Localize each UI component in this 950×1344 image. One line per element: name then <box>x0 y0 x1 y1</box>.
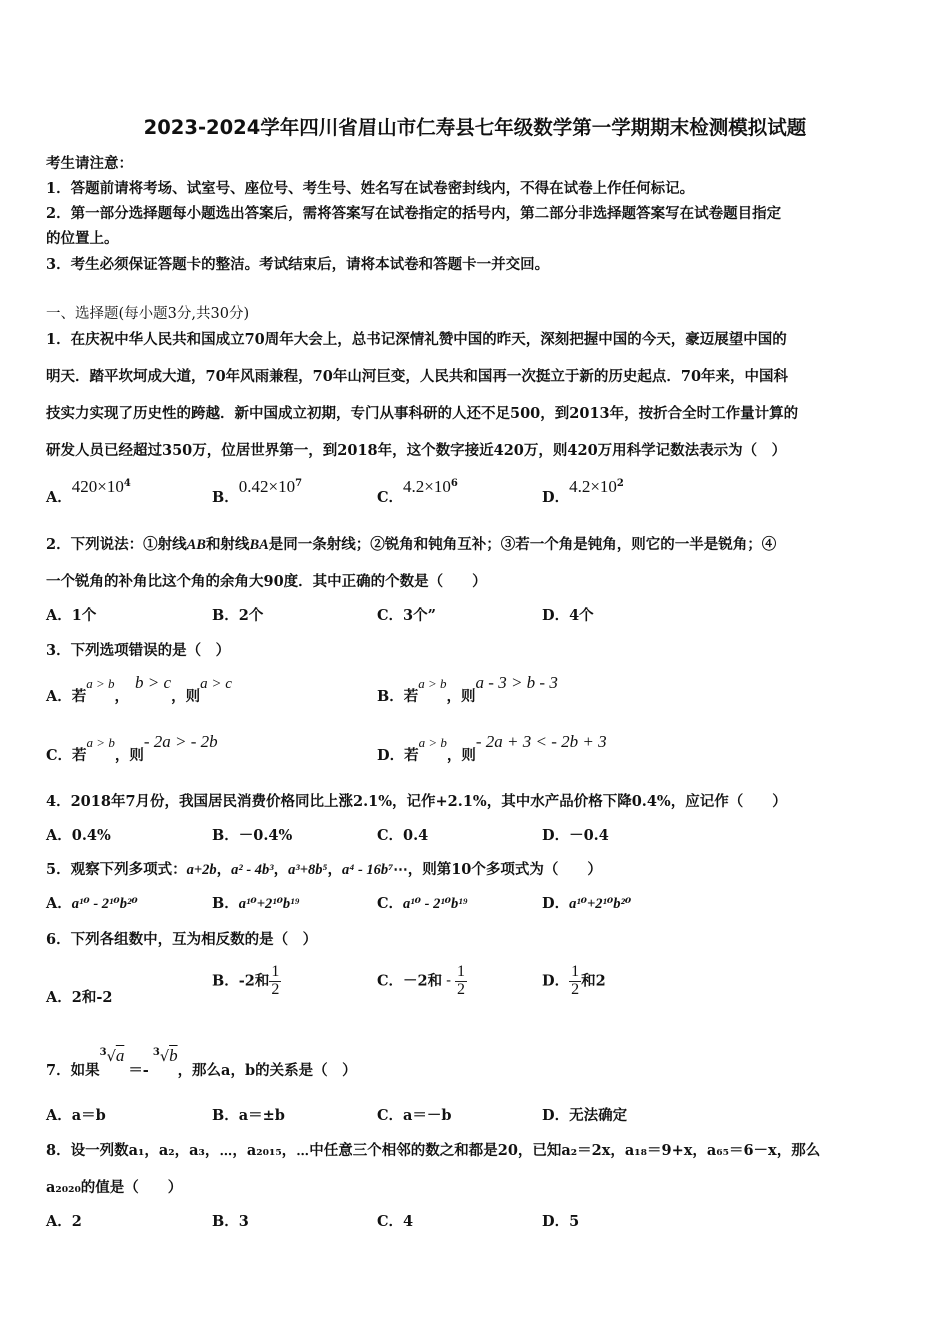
q3-a-label: A．若 <box>46 688 87 705</box>
q5-text-b: ⋯，则第10个多项式为（ ） <box>393 861 602 878</box>
q3-a-m2: b > c <box>135 673 172 692</box>
q6-option-a[interactable]: A．2和-2 <box>46 989 113 1006</box>
q5-c-label: C． <box>377 895 404 912</box>
q7-root-index-b: 3 <box>152 1047 160 1059</box>
q5-a-expr: a¹⁰ - 2¹⁰b²⁰ <box>71 896 138 912</box>
q1-option-d-base: 4.2×10 <box>569 477 617 496</box>
q1-option-d-exp: 2 <box>616 478 624 490</box>
q5-term-2: a² - 4b³ <box>231 862 274 878</box>
q3-d-label: D．若 <box>377 747 419 764</box>
q7-option-d[interactable]: D．无法确定 <box>542 1107 628 1124</box>
q5-d-expr: a¹⁰+2¹⁰b²⁰ <box>569 896 632 912</box>
q3-option-c[interactable] <box>46 731 218 764</box>
q7-radicand-b: b <box>169 1046 178 1065</box>
exam-title: 2023-2024学年四川省眉山市仁寿县七年级数学第一学期期末检测模拟试题 <box>143 116 807 139</box>
q3-c-label: C．若 <box>46 747 87 764</box>
q7-eq: ＝- <box>128 1062 149 1079</box>
q3-a-then: ，则 <box>171 688 201 705</box>
q5-d-label: D． <box>542 895 570 912</box>
q5-term-1: a+2b <box>186 862 217 878</box>
q2-text-c: 是同一条射线；②锐角和钝角互补；③若一个角是钝角，则它的一半是锐角；④ <box>268 536 777 553</box>
q6-d-den: 2 <box>571 980 580 998</box>
q6-stem: 6．下列各组数中，互为相反数的是（ ） <box>46 931 318 948</box>
q5-c-expr: a¹⁰ - 2¹⁰b¹⁹ <box>403 896 468 912</box>
q6-c-fraction <box>455 964 467 999</box>
q1-line-4: 研发人员已经超过350万，位居世界第一，到2018年，这个数字接近420万，则420万用科学记数法表示为（ ） <box>46 442 787 459</box>
q6-option-c[interactable] <box>377 964 467 999</box>
q3-c-m1: a > b <box>86 735 115 750</box>
q7-stem <box>46 1045 357 1079</box>
q1-option-c[interactable] <box>377 476 458 506</box>
q7-option-c[interactable]: C．a＝－b <box>377 1107 452 1124</box>
q3-option-d[interactable] <box>377 731 607 764</box>
q3-stem: 3．下列选项错误的是（ ） <box>46 642 231 659</box>
q6-b-num: 1 <box>271 963 280 980</box>
q2-ray-ba: BA <box>249 537 269 553</box>
q1-option-c-exp: 6 <box>450 478 458 490</box>
q5-a-label: A． <box>46 895 72 912</box>
q4-option-b[interactable]: B．－0.4% <box>212 827 293 844</box>
q5-option-c[interactable] <box>377 892 468 913</box>
q2-option-d[interactable]: D．4个 <box>542 607 594 624</box>
q2-option-a[interactable]: A．1个 <box>46 607 97 624</box>
q6-d-post: 和2 <box>581 972 606 990</box>
q7-text-a: 7．如果 <box>46 1062 100 1079</box>
q3-d-then: ，则 <box>446 747 476 764</box>
q6-d-num: 1 <box>571 963 580 980</box>
q5-option-b[interactable] <box>212 892 300 913</box>
q3-b-label: B．若 <box>377 688 419 705</box>
q6-b-label: B．-2和 <box>212 972 270 990</box>
q1-option-b-base: 0.42×10 <box>238 477 296 496</box>
q4-option-a[interactable]: A．0.4% <box>46 827 111 844</box>
q1-line-1: 1．在庆祝中华人民共和国成立70周年大会上，总书记深情礼赞中国的昨天，深刻把握中国的今天，豪迈展望中国的 <box>46 331 787 348</box>
q8-line-1: 8．设一列数a₁，a₂，a₃，⋯，a₂₀₁₅，⋯中任意三个相邻的数之和都是20，已知a₂＝2x，a₁₈＝9+x，a₆₅＝6－x，那么 <box>46 1142 821 1159</box>
q3-option-a[interactable] <box>46 672 232 705</box>
radical-icon: √ <box>159 1049 170 1065</box>
q5-b-expr: a¹⁰+2¹⁰b¹⁹ <box>238 896 300 912</box>
q3-b-m1: a > b <box>418 676 447 691</box>
q6-d-label: D． <box>542 972 570 990</box>
q3-a-sep: ， <box>114 688 130 705</box>
q1-option-d-label: D． <box>542 489 570 506</box>
q1-option-a-base: 420×10 <box>71 477 124 496</box>
q7-option-a[interactable]: A．a＝b <box>46 1107 106 1124</box>
q6-b-fraction <box>269 964 281 999</box>
q1-option-c-base: 4.2×10 <box>403 477 451 496</box>
q2-line-1 <box>46 533 776 554</box>
q7-radicand-a: a <box>115 1046 125 1065</box>
q8-line-2: a₂₀₂₀的值是（ ） <box>46 1179 183 1196</box>
q2-text-a: 2．下列说法：①射线 <box>46 536 187 553</box>
q6-c-den: 2 <box>457 980 466 998</box>
q1-option-b[interactable] <box>212 476 303 506</box>
q7-root-index-a: 3 <box>99 1047 107 1059</box>
q3-c-then: ，则 <box>114 747 144 764</box>
q2-ray-ab: AB <box>186 537 206 553</box>
q4-stem: 4．2018年7月份，我国居民消费价格同比上涨2.1%，记作+2.1%，其中水产品价格下降0.4%，应记作（ ） <box>46 793 787 810</box>
q8-option-c[interactable]: C．4 <box>377 1213 414 1230</box>
notice-item-2: 2．第一部分选择题每小题选出答案后，需将答案写在试卷指定的括号内，第二部分非选择题答案写在试卷题目指定 <box>46 205 782 222</box>
q8-option-a[interactable]: A．2 <box>46 1213 82 1230</box>
q4-option-c[interactable]: C．0.4 <box>377 827 429 844</box>
radical-icon: √ <box>106 1049 116 1065</box>
notice-header: 考生请注意： <box>46 155 133 172</box>
q5-b-label: B． <box>212 895 239 912</box>
q6-c-num: 1 <box>457 963 466 980</box>
q1-option-a-label: A． <box>46 489 72 506</box>
q7-option-b[interactable]: B．a＝±b <box>212 1107 285 1124</box>
q1-line-3: 技实力实现了历史性的跨越．新中国成立初期，专门从事科研的人还不足500，到2013年，按折合全时工作量计算的 <box>46 405 799 422</box>
q5-option-d[interactable] <box>542 892 631 913</box>
q3-a-m1: a > b <box>86 676 115 691</box>
q6-option-b[interactable] <box>212 964 281 999</box>
q5-stem: 5．观察下列多项式：a+2b，a² - 4b³，a³+8b⁵，a⁴ - 16b⁷⋯，则第10个多项式为（ ） <box>46 861 602 878</box>
section-heading: 一、选择题(每小题3分,共30分) <box>46 306 250 322</box>
q3-option-b[interactable] <box>377 672 558 705</box>
q5-term-3: a³+8b⁵ <box>288 862 328 878</box>
q3-b-m2: a - 3 > b - 3 <box>475 673 558 692</box>
q6-c-sign: - <box>446 973 452 990</box>
q2-text-b: 和射线 <box>205 536 250 553</box>
q2-option-b[interactable]: B．2个 <box>212 607 264 624</box>
q5-text-a: 5．观察下列多项式： <box>46 861 187 878</box>
q5-term-4: a⁴ - 16b⁷ <box>342 862 394 878</box>
q1-line-2: 明天．踏平坎坷成大道，70年风雨兼程，70年山河巨变，人民共和国再一次挺立于新的历史起点．70年来，中国科 <box>46 368 789 385</box>
q4-option-d[interactable]: D．－0.4 <box>542 827 609 844</box>
notice-item-3: 3．考生必须保证答题卡的整洁。考试结束后，请将本试卷和答题卡一并交回。 <box>46 256 550 273</box>
q1-option-c-label: C． <box>377 489 404 506</box>
q5-option-a[interactable] <box>46 892 138 913</box>
q6-d-fraction <box>569 964 581 999</box>
q3-a-m3: a > c <box>200 676 232 692</box>
q6-option-d[interactable] <box>542 964 606 999</box>
q8-option-d[interactable]: D．5 <box>542 1213 580 1230</box>
q3-d-m2: - 2a + 3 < - 2b + 3 <box>475 732 607 751</box>
q1-option-d[interactable] <box>542 476 624 506</box>
q7-text-b: ，那么a，b的关系是（ ） <box>177 1062 357 1079</box>
q2-line-2: 一个锐角的补角比这个角的余角大90度．其中正确的个数是（ ） <box>46 573 487 590</box>
q3-d-m1: a > b <box>418 735 447 750</box>
q1-option-b-exp: 7 <box>295 478 303 490</box>
q8-option-b[interactable]: B．3 <box>212 1213 249 1230</box>
notice-item-1: 1．答题前请将考场、试室号、座位号、考生号、姓名写在试卷密封线内，不得在试卷上作任何标记。 <box>46 180 695 197</box>
notice-item-2-cont: 的位置上。 <box>46 230 119 247</box>
q6-c-label: C．－2和 <box>377 972 443 990</box>
q1-option-a[interactable] <box>46 476 131 506</box>
q1-option-b-label: B． <box>212 489 239 506</box>
q3-c-m2: - 2a > - 2b <box>143 732 218 751</box>
q3-b-then: ，则 <box>446 688 476 705</box>
q2-option-c[interactable]: C．3个” <box>377 607 436 624</box>
q6-b-den: 2 <box>271 980 280 998</box>
q1-option-a-exp: 4 <box>123 478 131 490</box>
